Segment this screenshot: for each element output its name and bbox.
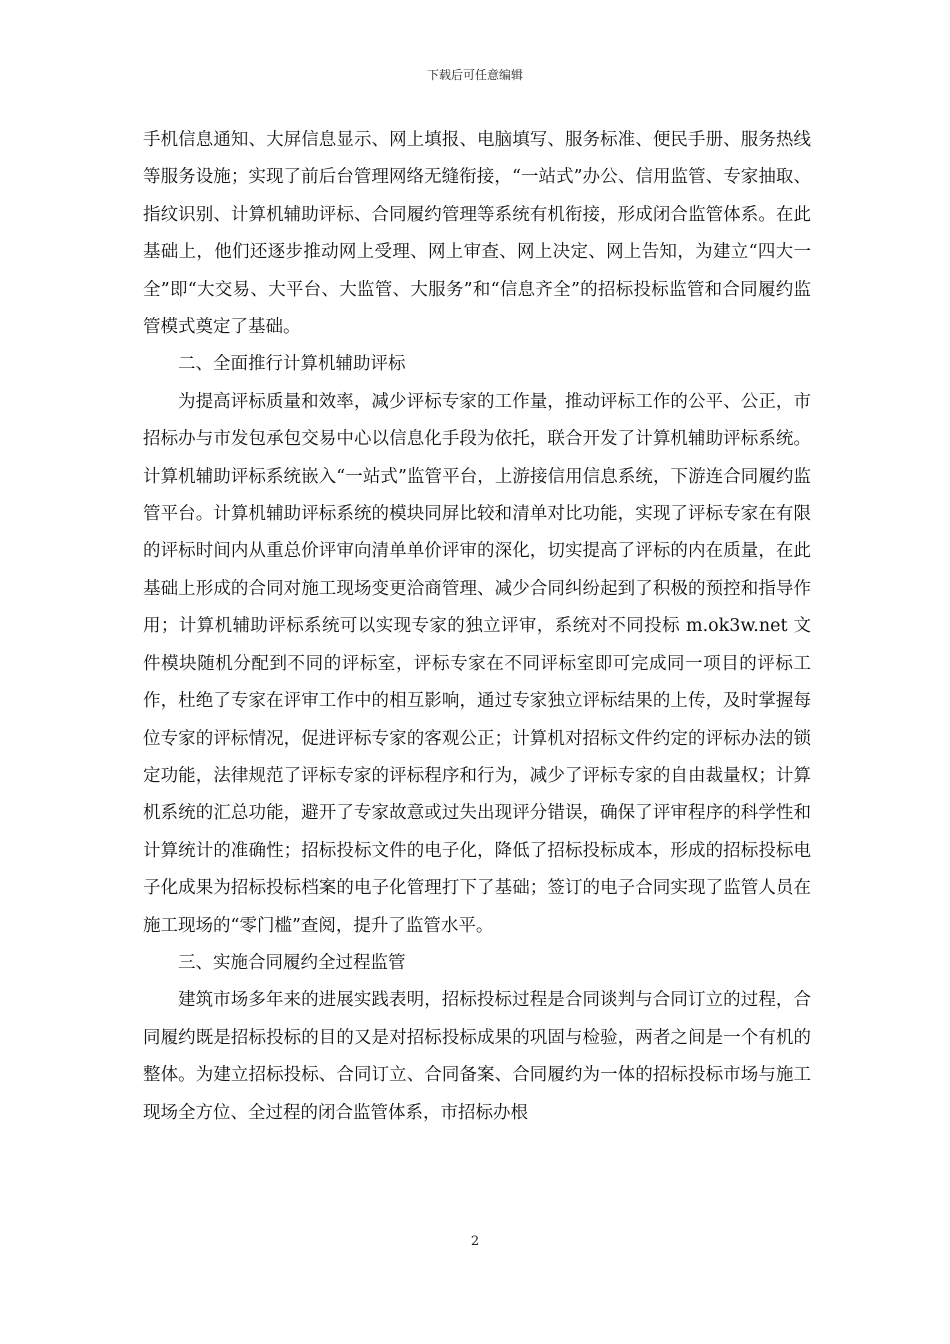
section-heading-2: 二、全面推行计算机辅助评标 (178, 354, 406, 375)
section-heading-3: 三、实施合同履约全过程监管 (178, 952, 406, 973)
page-header: 下载后可任意编辑 (426, 68, 523, 82)
page-number: 2 (470, 1234, 480, 1249)
document-body (143, 122, 811, 1132)
paragraph-computer-aided-evaluation: 为提高评标质量和效率，减少评标专家的工作量，推动评标工作的公平、公正，市招标办与市发包承包交易中心以信息化手段为依托，联合开发了计算机辅助评标系统。计算机辅助评标系统嵌入“一站式”监管平台，上游接信用信息系统，下游连合同履约监管平台。计算机辅助评标系统的模块同屏比较和清单对比功能，实现了评标专家在有限的评标时间内从重总价评审向清单单价评审的深化，切实提高了评标的内在质量，在此基础上形成的合同对施工现场变更洽商管理、减少合同纠纷起到了积极的预控和指导作用；计算机辅助评标系统可以实现专家的独立评审，系统对不同投标 m.ok3w.net 文件模块随机分配到不同的评标室，评标专家在不同评标室即可完成同一项目的评标工作，杜绝了专家在评审工作中的相互影响，通过专家独立评标结果的上传，及时掌握每位专家的评标情况，促进评标专家的客观公正；计算机对招标文件约定的评标办法的锁定功能，法律规范了评标专家的评标程序和行为，减少了评标专家的自由裁量权；计算机系统的汇总功能，避开了专家故意或过失出现评分错误，确保了评审程序的科学性和计算统计的准确性；招标投标文件的电子化，降低了招标投标成本，形成的招标投标电子化成果为招标投标档案的电子化管理打下了基础；签订的电子合同实现了监管人员在施工现场的“零门槛”查阅，提升了监管水平。 (143, 391, 811, 936)
paragraph-continued: 手机信息通知、大屏信息显示、网上填报、电脑填写、服务标准、便民手册、服务热线等服务设施；实现了前后台管理网络无缝衔接，“一站式”办公、信用监管、专家抽取、指纹识别、计算机辅助评标、合同履约管理等系统有机衔接，形成闭合监管体系。在此基础上，他们还逐步推动网上受理、网上审查、网上决定、网上告知，为建立“四大一全”即“大交易、大平台、大监管、大服务”和“信息齐全”的招标投标监管和合同履约监管模式奠定了基础。 (143, 130, 811, 338)
paragraph-contract-supervision: 建筑市场多年来的进展实践表明，招标投标过程是合同谈判与合同订立的过程，合同履约既是招标投标的目的又是对招标投标成果的巩固与检验，两者之间是一个有机的整体。为建立招标投标、合同订立、合同备案、合同履约为一体的招标投标市场与施工现场全方位、全过程的闭合监管体系，市招标办根 (143, 990, 811, 1123)
